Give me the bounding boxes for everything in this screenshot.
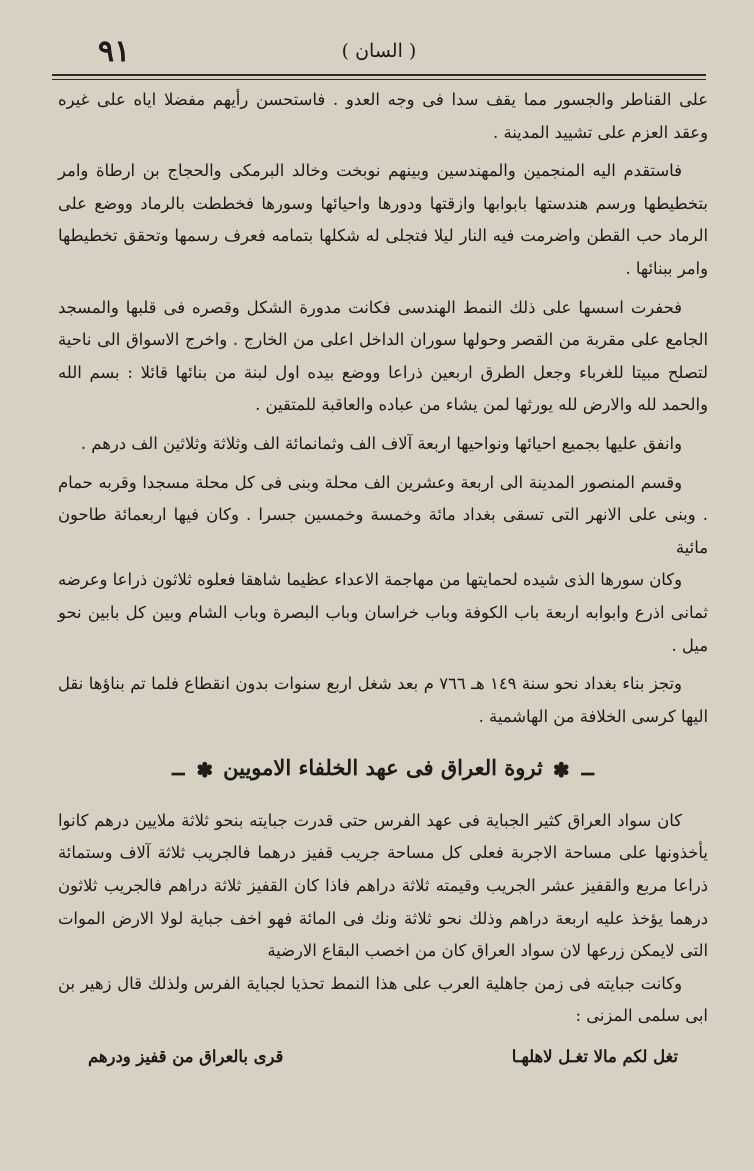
header-rule	[52, 74, 706, 76]
running-title: ( السان )	[341, 40, 417, 62]
paragraph: وكانت جبايته فى زمن جاهلية العرب على هذا النمط تحذيا لجباية الفرس ولذلك قال زهير بن ابى سلمى المزنى :	[58, 973, 708, 1026]
verse-second-hemistich: قرى بالعراق من قفيز ودرهم	[88, 1046, 284, 1066]
paragraph: على القناطر والجسور مما يقف سدا فى وجه العدو . فاستحسن رأيهم مفضلا اياه على غيره وعقد العزم على تشييد المدينة .	[58, 90, 708, 142]
ornament-dash: ــ	[581, 755, 594, 781]
ornament-icon: ✽	[552, 757, 570, 782]
poem-verse	[58, 1041, 708, 1074]
paragraph: وتجز بناء بغداد نحو سنة ١٤٩ هـ ٧٦٦ م بعد شغل اربع سنوات بدون انقطاع فلما تم بناؤها نقل اليها كرسى الخلافة من الهاشمية .	[58, 674, 708, 726]
section-heading	[58, 751, 708, 787]
page-number: ٩١	[98, 34, 131, 69]
page-body	[58, 84, 708, 1074]
paragraph: وقسم المنصور المدينة الى اربعة وعشرين الف محلة وبنى فى كل محلة مسجدا وقربه حمام . وبنى على الانهر التى تسقى بغداد مائة وخمسة وخمسين جسرا . وكان فيها اربعمائة طاحون مائية	[58, 472, 708, 557]
paragraph: فاستقدم اليه المنجمين والمهندسين وبينهم نوبخت وخالد البرمكى والحجاج بن ارطاة وامر بتخطيطها ورسم هندستها بابوابها وازقتها ودورها واحيائها وسورها فخططت بالرماد ووضع على الرماد حب القطن واضرمت فيه النار ليلا فتجلى له شكلها بتمامه فعرف رسمها وتحقق تخطيطها وامر ببنائها .	[58, 161, 708, 278]
paragraph: وانفق عليها بجميع احيائها ونواحيها اربعة آلاف الف وثمانمائة الف وثلاثة وثلاثين الف درهم .	[80, 433, 682, 453]
page-header	[52, 30, 706, 76]
ornament-icon: ✽	[196, 757, 214, 782]
paragraph: كان سواد العراق كثير الجباية فى عهد الفرس حتى قدرت جبايته بنحو ثلاثة ملايين درهم كانوا يأخذونها على مساحة الاجربة فعلى كل مساحة جريب قفيز درهما فالجريب ثلاثة آلاف وستمائة ذراعا مربع والقفيز عشر الجريب وقيمته ثلاثة دراهم فاذا كان القفيز ثلاثة دراهم فالجريب ثلاثون درهما يؤخذ عليه اربعة دراهم وذلك نحو ثلاثة ونك فى المائة فهو اخف جباية لولا الارض الموات التى لايمكن زرعها لان سواد العراق كان من اخصب البقاع الارضية	[58, 810, 708, 961]
section-heading-text: ثروة العراق فى عهد الخلفاء الامويين	[223, 755, 543, 781]
paragraph: وكان سورها الذى شيده لحمايتها من مهاجمة الاعداء عظيما شاهقا فعلوه ثلاثون ذراعا وعرضه ثمانى اذرع وابوابه اربعة باب الكوفة وباب خراسان وباب البصرة وباب الشام وبين كل بابين نحو ميل .	[58, 570, 708, 655]
header-rule-thin	[52, 79, 706, 80]
paragraph: فحفرت اسسها على ذلك النمط الهندسى فكانت مدورة الشكل وقصره فى قلبها والمسجد الجامع على مقربة من القصر وحولها سوران الداخل اعلى من الخارج . واخرج الاسواق الى ناحية لتصلح مبيتا للغرباء وجعل الطرق اربعين ذراعا ووضع بيده اول لبنة من بنائها قائلا : بسم الله والحمد لله والارض لله يورثها لمن يشاء من عباده والعاقبة للمتقين .	[58, 297, 708, 415]
ornament-dash: ــ	[172, 755, 185, 781]
verse-first-hemistich: تغل لكم مالا تغـل لاهلهـا	[511, 1046, 678, 1066]
